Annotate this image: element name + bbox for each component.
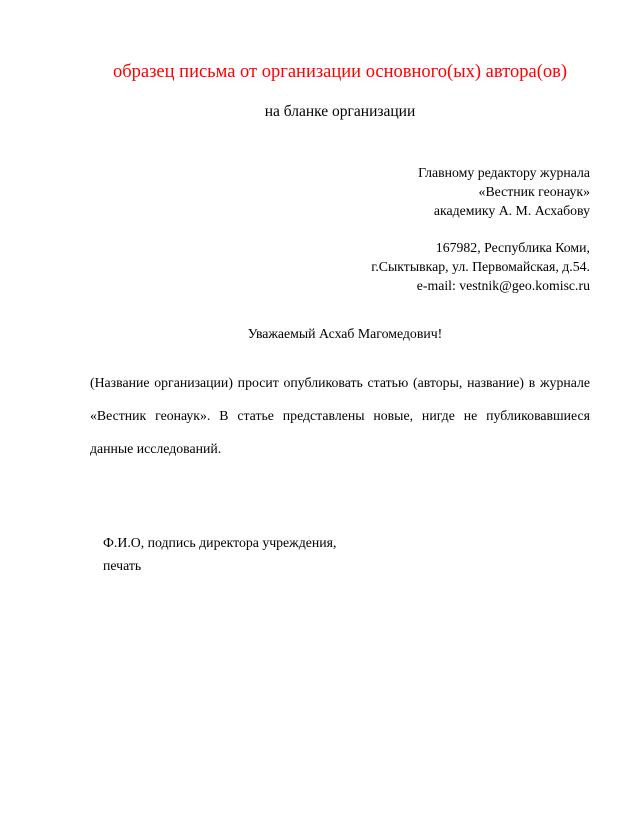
recipient-line-3: академику А. М. Асхабову (433, 203, 590, 218)
document-subtitle: на бланке организации (264, 103, 416, 120)
recipient-email: e-mail: vestnik@geo.komisc.ru (416, 278, 590, 293)
recipient-line-2: «Вестник геонаук» (478, 184, 590, 199)
document-title: образец письма от организации основного(ых) автора(ов) (113, 62, 567, 82)
signature-block (103, 531, 336, 577)
greeting: Уважаемый Асхаб Магомедович! (247, 326, 443, 341)
recipient-address-1: 167982, Республика Коми, (435, 240, 590, 255)
letter-body: (Название организации) просит опубликовать статью (авторы, название) в журнале «Вестник геонаук». В статье представлены новые, нигде не публиковавшиеся данные исследований. (90, 375, 590, 456)
recipient-address-2: г.Сыктывкар, ул. Первомайская, д.54. (371, 259, 590, 274)
signature-line-1: Ф.И.О, подпись директора учреждения, (103, 535, 337, 550)
signature-line-2: печать (103, 558, 142, 573)
recipient-block (371, 163, 590, 295)
recipient-line-1: Главному редактору журнала (418, 165, 590, 180)
recipient-spacer (371, 220, 590, 238)
